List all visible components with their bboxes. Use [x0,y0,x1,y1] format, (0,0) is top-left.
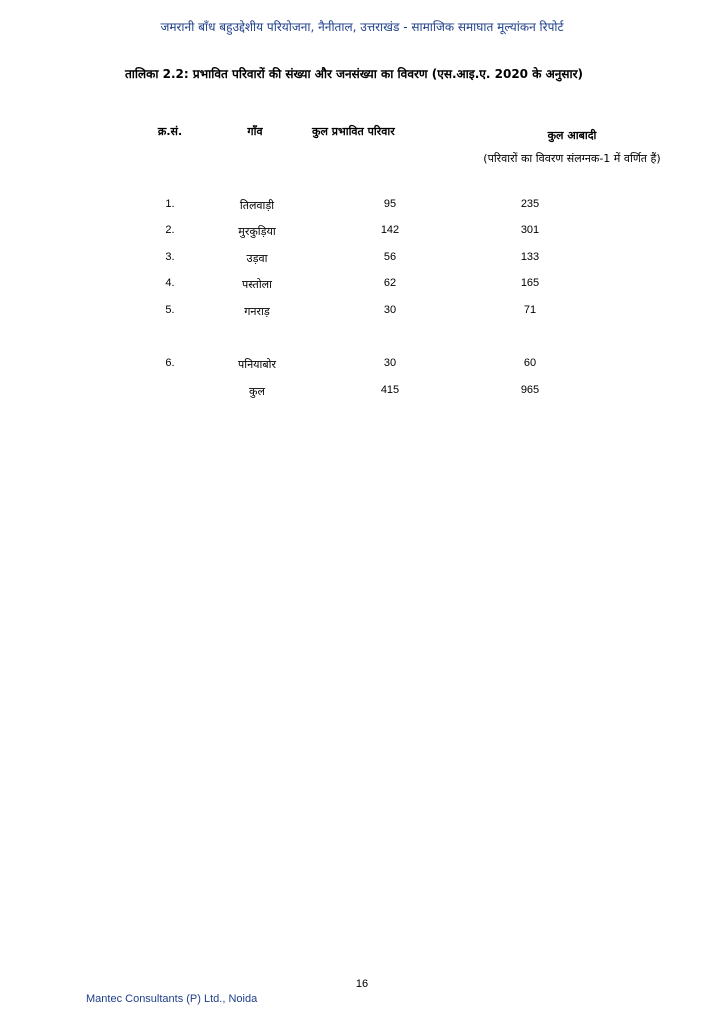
serial-cell: 5. [165,304,175,316]
population-cell: 235 [520,198,540,210]
village-cell: पस्तोला [242,278,272,291]
population-cell: 71 [523,304,537,316]
population-header-note: (परिवारों का विवरण संलग्नक-1 में वर्णित हैं) [483,152,661,165]
page-number: 16 [355,978,369,990]
families-cell: 415 [380,384,400,396]
population-cell: 301 [520,224,540,236]
village-cell: पनियाबोर [237,358,277,371]
population-header-label: कुल आबादी [547,129,597,142]
families-cell: 30 [383,304,397,316]
serial-cell: 2. [165,224,175,236]
population-cell: 133 [520,251,540,263]
village-cell: उड़वा [246,252,268,265]
column-header-village: गाँव [247,125,263,138]
families-cell: 95 [383,198,397,210]
village-cell: मुरकुड़िया [238,225,276,238]
village-cell: गनराड़ [244,305,270,318]
page-header: जमरानी बाँध बहुउद्देशीय परियोजना, नैनीताल, उत्तराखंड - सामाजिक समाघात मूल्यांकन रिपोर्ट [160,20,564,34]
serial-cell: 4. [165,277,175,289]
column-header-families: कुल प्रभावित परिवार [312,125,395,138]
village-cell: तिलवाड़ी [239,199,275,212]
population-cell: 965 [520,384,540,396]
serial-cell: 6. [165,357,175,369]
company-footer: Mantec Consultants (P) Ltd., Noida [86,993,258,1005]
families-cell: 62 [383,277,397,289]
column-header-serial: क्र.सं. [157,125,183,138]
village-cell: कुल [249,385,265,398]
serial-cell: 1. [165,198,175,210]
serial-cell: 3. [165,251,175,263]
population-cell: 165 [520,277,540,289]
families-cell: 142 [380,224,400,236]
families-cell: 30 [383,357,397,369]
population-cell: 60 [523,357,537,369]
table-caption: तालिका 2.2: प्रभावित परिवारों की संख्या और जनसंख्या का विवरण (एस.आइ.ए. 2020 के अनुसार) [124,67,584,81]
families-cell: 56 [383,251,397,263]
column-header-population [482,124,662,170]
